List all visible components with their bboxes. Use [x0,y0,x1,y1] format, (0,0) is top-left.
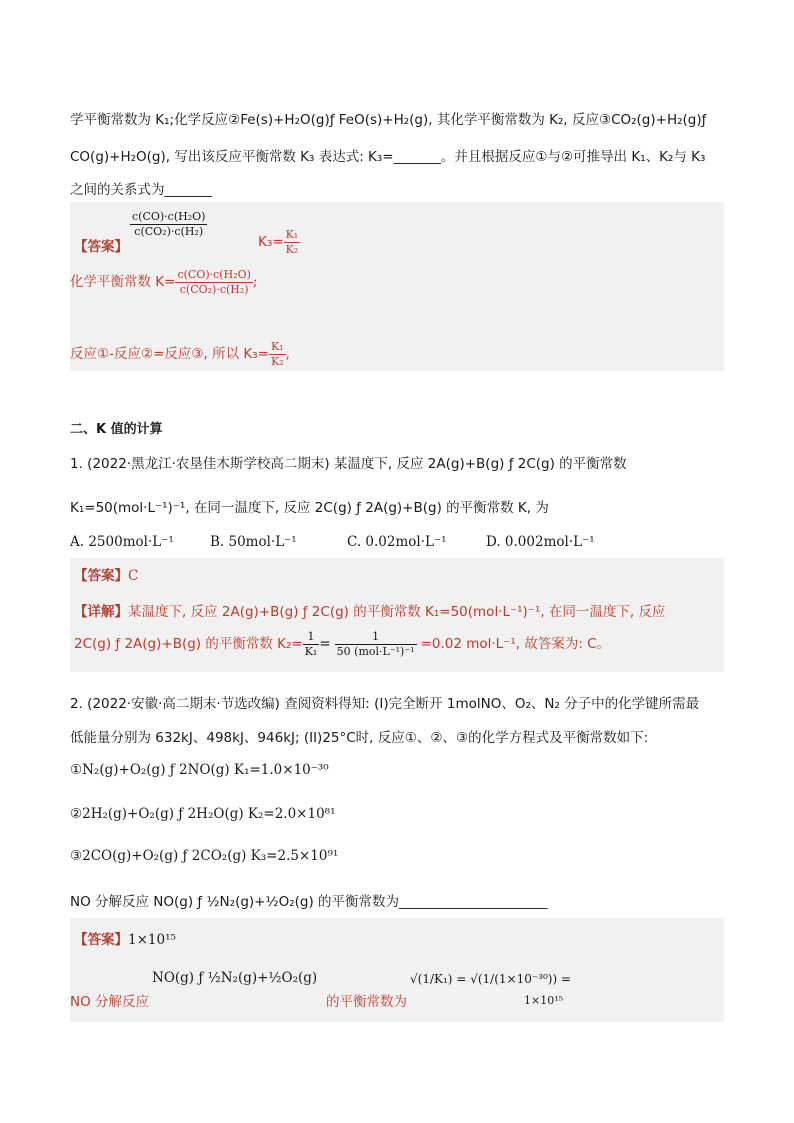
q1-answer-value: C [128,568,139,584]
q1-answer [74,564,138,584]
q2-solution-result: 1×10¹⁵ [524,994,564,1007]
q1-frac1-den: K₁ [304,645,318,658]
q2-answer-value: 1×10¹⁵ [128,932,176,948]
frac-numerator: c(CO)·c(H₂O) [132,210,206,223]
line3-k-den: K₂ [270,355,284,368]
q2-sol-mid: 的平衡常数为 [326,994,407,1010]
line2-prefix: 化学平衡常数 K= [70,274,176,290]
q1-stem-1: 1. (2022·黑龙江·农垦佳木斯学校高二期末) 某温度下, 反应 2A(g)+B(g) ƒ 2C(g) 的平衡常数 [70,456,627,472]
q1-frac2-den: 50 (mol·L⁻¹)⁻¹ [336,645,415,658]
q1-frac2-num: 1 [335,630,417,645]
q1-frac1-num: 1 [303,630,320,645]
answer-1-line-2 [70,268,257,297]
q1-option-c: C. 0.02mol·L⁻¹ [347,534,447,550]
q2-stem-2: 低能量分别为 632kJ、498kJ、946kJ; (II)25°C时, 反应①、②、③的化学方程式及平衡常数如下: [70,730,649,746]
intro-line-1: 学平衡常数为 K₁;化学反应②Fe(s)+H₂O(g)ƒ FeO(s)+H₂(g), 其化学平衡常数为 K₂, 反应③CO₂(g)+H₂(g)ƒ [70,112,707,128]
line3-prefix: 反应①-反应②=反应③, 所以 K₃= [70,346,269,362]
q1-detail-text-1: 某温度下, 反应 2A(g)+B(g) ƒ 2C(g) 的平衡常数 K₁=50(mol·L⁻¹)⁻¹, 在同一温度下, 反应 [128,604,666,620]
q2-root-1: √(1/K₁) [410,972,453,986]
answer-1-fraction [130,210,207,239]
q2-equation-2: ②2H₂(g)+O₂(g) ƒ 2H₂O(g) K₂=2.0×10⁸¹ [70,806,336,822]
q2-answer [74,928,176,948]
q2-eq-sign-1: = [456,972,467,986]
q2-equation-1: ①N₂(g)+O₂(g) ƒ 2NO(g) K₁=1.0×10⁻³⁰ [70,762,329,778]
q2-stem-1: 2. (2022·安徽·高二期末·节选改编) 查阅资料得知: (I)完全断开 1molNO、O₂、N₂ 分子中的化学键所需最 [70,696,700,712]
q2-solution-tail [326,990,407,1010]
q1-eq-sign: = [319,636,331,652]
intro-line-3: 之间的关系式为_______ [70,182,212,198]
q1-option-d: D. 0.002mol·L⁻¹ [486,534,595,550]
k3-label: K₃= [258,234,284,250]
q2-answer-tag: 【答案】 [74,932,128,948]
line2-frac-num: c(CO)·c(H₂O) [177,268,251,281]
q1-stem-2: K₁=50(mol·L⁻¹)⁻¹, 在同一温度下, 反应 2C(g) ƒ 2A(g)+B(g) 的平衡常数 K, 为 [70,500,549,516]
line2-suffix: ; [252,274,258,290]
q2-solution-eq [152,970,317,986]
q1-option-b: B. 50mol·L⁻¹ [210,534,297,550]
line3-k-num: K₁ [270,340,284,353]
q2-question: NO 分解反应 NO(g) ƒ ½N₂(g)+½O₂(g) 的平衡常数为______________________ [70,894,548,910]
answer-1-line-3 [70,322,290,369]
answer-1-k3 [258,212,300,257]
answer-tag: 【答案】 [74,239,128,255]
q1-answer-tag: 【答案】 [74,568,128,584]
q1-detail-tag: 【详解】 [74,604,128,620]
k-num: K₁ [285,228,299,241]
k-den: K₂ [285,243,299,256]
line2-frac-den: c(CO₂)·c(H₂) [179,283,249,296]
q1-detail-prefix: 2C(g) ƒ 2A(g)+B(g) 的平衡常数 K₂= [74,636,303,652]
q2-solution [70,990,149,1010]
q2-solution-roots [410,972,571,986]
section-2-title: 二、K 值的计算 [70,422,163,437]
q2-sol-prefix: NO 分解反应 [70,994,150,1010]
q2-root-2: √(1/(1×10⁻³⁰)) [470,972,558,986]
q2-eq-sign-2: = [560,972,572,986]
q1-detail-1 [74,600,666,620]
q2-equation-3: ③2CO(g)+O₂(g) ƒ 2CO₂(g) K₃=2.5×10⁹¹ [70,848,339,864]
q1-detail-2 [74,630,610,659]
q2-sol-equation: NO(g) ƒ ½N₂(g)+½O₂(g) [152,970,318,986]
answer-1-row [74,235,128,255]
q1-detail-suffix: =0.02 mol·L⁻¹, 故答案为: C。 [420,636,611,652]
q1-option-a: A. 2500mol·L⁻¹ [70,534,174,550]
intro-line-2: CO(g)+H₂O(g), 写出该反应平衡常数 K₃ 表达式: K₃=_______。并且根据反应①与②可推导出 K₁、K₂与 K₃ [70,149,706,165]
line3-suffix: , [285,346,290,362]
frac-denominator: c(CO₂)·c(H₂) [134,225,204,238]
